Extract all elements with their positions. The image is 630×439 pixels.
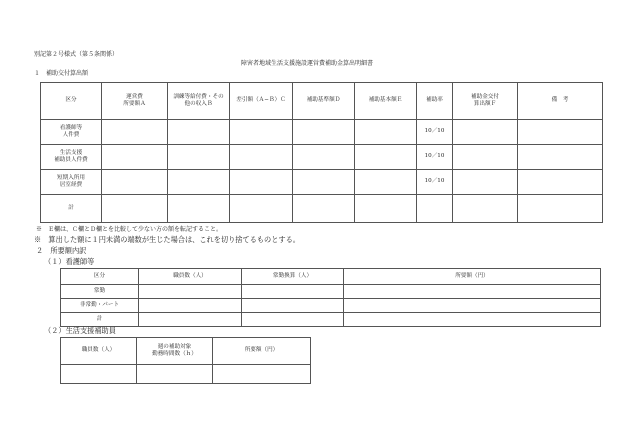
row-label: 生活支援 補助員人件費 [41,145,102,170]
header-fte: 常勤換算（人） [242,269,344,285]
document-title: 障害者地域生活支援施設運営費補助金算出明細書 [241,60,374,67]
header-required-amount: 所要額（円） [213,338,311,365]
rate-cell: 10／10 [417,170,453,195]
header-other-income: 訓練等給付費・その 他の収入Ｂ [168,83,230,120]
header-base-amount: 補助基本額Ｅ [355,83,417,120]
cell-input[interactable] [102,170,168,195]
note-e-column: ※ Ｅ欄は、Ｃ欄とＤ欄とを比較して少ない方の額を転記すること。 [36,226,223,233]
header-staff-count: 職員数（人） [61,338,137,365]
cell-input[interactable] [168,120,230,145]
row-label: 常勤 [61,285,139,299]
header-operating-cost: 運営費 所要額Ａ [102,83,168,120]
header-remarks: 備 考 [518,83,603,120]
table-row [41,120,603,145]
cell-input[interactable] [355,195,417,223]
table-row [41,145,603,170]
sub1-heading: （１）看護師等 [44,257,95,266]
cell-input[interactable] [61,365,137,384]
rate-cell: 10／10 [417,145,453,170]
cell-input[interactable] [344,299,601,313]
row-label-total: 計 [61,313,139,327]
section2-heading: ２ 所要額内訳 [36,246,87,255]
cell-input[interactable] [102,145,168,170]
header-standard-amount: 補助基準額Ｄ [293,83,355,120]
support-staff-table [60,337,311,384]
cell-input[interactable] [453,120,518,145]
row-label-total: 計 [41,195,102,223]
rate-cell [417,195,453,223]
cell-input[interactable] [213,365,311,384]
cell-input[interactable] [344,285,601,299]
cell-input[interactable] [242,285,344,299]
header-grant-amount: 補助金交付 算出額Ｆ [453,83,518,120]
row-label: 短期入所用 居室経費 [41,170,102,195]
nurse-breakdown-table [60,268,601,327]
cell-input[interactable] [102,120,168,145]
cell-input[interactable] [344,313,601,327]
cell-input[interactable] [518,170,603,195]
cell-input[interactable] [453,170,518,195]
table-row [61,299,601,313]
cell-input[interactable] [355,145,417,170]
cell-input[interactable] [139,285,242,299]
note-rounding: ※ 算出した額に１円未満の端数が生じた場合は、これを切り捨てるものとする。 [34,235,300,244]
cell-input[interactable] [293,145,355,170]
table-row [61,365,311,384]
cell-input[interactable] [355,120,417,145]
cell-input[interactable] [137,365,213,384]
cell-input[interactable] [518,120,603,145]
cell-input[interactable] [139,313,242,327]
header-required-amount: 所要額（円） [344,269,601,285]
cell-input[interactable] [453,145,518,170]
table-row [61,285,601,299]
cell-input[interactable] [230,120,293,145]
cell-input[interactable] [230,170,293,195]
cell-input[interactable] [139,299,242,313]
cell-input[interactable] [453,195,518,223]
row-label: 看護師等 人件費 [41,120,102,145]
header-kubun: 区分 [61,269,139,285]
table-row [41,195,603,223]
table-row [41,170,603,195]
cell-input[interactable] [242,313,344,327]
cell-input[interactable] [293,170,355,195]
header-work-hours: 週の補助対象 勤務時間数（ｈ） [137,338,213,365]
cell-input[interactable] [242,299,344,313]
header-kubun: 区分 [41,83,102,120]
table-row [61,313,601,327]
cell-input[interactable] [518,145,603,170]
cell-input[interactable] [518,195,603,223]
header-rate: 補助率 [417,83,453,120]
cell-input[interactable] [168,195,230,223]
cell-input[interactable] [293,120,355,145]
cell-input[interactable] [230,145,293,170]
rate-cell: 10／10 [417,120,453,145]
cell-input[interactable] [168,170,230,195]
cell-input[interactable] [230,195,293,223]
header-staff-count: 職員数（人） [139,269,242,285]
header-difference: 差引額（Ａ−Ｂ）Ｃ [230,83,293,120]
cell-input[interactable] [355,170,417,195]
row-label: 非常勤・パート [61,299,139,313]
section1-heading: １ 補助交付算出額 [34,70,89,77]
cell-input[interactable] [293,195,355,223]
allocation-table [40,82,603,223]
cell-input[interactable] [168,145,230,170]
sub2-heading: （２）生活支援補助員 [44,326,116,335]
cell-input[interactable] [102,195,168,223]
form-label: 別記第２号様式（第５条関係） [34,51,119,58]
